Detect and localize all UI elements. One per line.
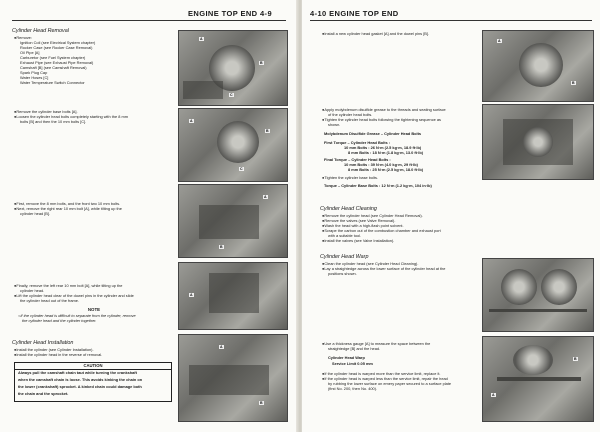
step-text: ●Install the cylinder head in the reverse of removal. — [14, 352, 103, 357]
step-text: ●Tighten the cylinder head bolts following the tightening sequence as — [322, 117, 442, 122]
torque-line: 8 mm Bolts : 25 N·m (2.5 kg·m, 18.0 ft·lb) — [348, 167, 424, 172]
cylinder-head-removal-heading: Cylinder Head Removal — [12, 28, 69, 34]
callout-label: B — [260, 401, 263, 405]
step-text: the cylinder head out of the frame. — [20, 298, 80, 303]
left-page — [0, 0, 298, 432]
callout-label: B — [266, 129, 269, 133]
list-item: Water Hoses [C] — [20, 75, 49, 80]
callout-label: B — [574, 357, 577, 361]
step-text: positions shown. — [328, 271, 357, 276]
straightedge-diagram — [482, 258, 594, 332]
step-text: ●Lift the cylinder head clear of the dowel pins in the cylinder and slide — [14, 293, 134, 298]
callout-label: C — [230, 93, 233, 97]
grease-spec: Molybdenum Disulfide Grease – Cylinder Head Bolts — [324, 131, 422, 136]
caution-text: Always pull the camshaft chain taut while turning the crankshaft — [18, 370, 137, 375]
engine-part-graphic — [189, 365, 269, 395]
step-text: ●Tighten the cylinder base bolts. — [322, 175, 379, 180]
right-page-header: 4-10 ENGINE TOP END — [310, 9, 399, 18]
note-text: the cylinder head and the cylinder together. — [22, 318, 97, 323]
callout-label: A — [264, 195, 267, 199]
engine-photo-4 — [178, 262, 288, 330]
step-text: of the cylinder head bolts. — [328, 112, 373, 117]
list-item: Spark Plug Cap — [20, 70, 48, 75]
step-text: straightedge [B] and the head. — [328, 346, 381, 351]
left-header-rule — [12, 20, 286, 21]
callout-label: B — [220, 245, 223, 249]
callout-label: B — [260, 61, 263, 65]
service-limit: Service Limit 0.05 mm — [332, 361, 373, 366]
list-item: Camshaft [B] (see Camshaft Removal) — [20, 65, 87, 70]
step-text: ●Remove the cylinder base bolts [A]. — [14, 109, 78, 114]
callout-label: A — [190, 293, 193, 297]
list-item: Oil Pipe [A] — [20, 50, 40, 55]
straightedge-graphic — [489, 309, 587, 312]
list-item: Rocker Case (see Rocker Case Removal) — [20, 45, 93, 50]
straightedge-graphic — [497, 377, 581, 381]
step-text: ●Remove the valves (see Valve Removal). — [322, 218, 396, 223]
list-item: ●Remove: — [14, 35, 32, 40]
callout-label: C — [240, 167, 243, 171]
torque-line: First Torque – Cylinder Head Bolts : — [324, 140, 391, 145]
engine-part-graphic — [217, 121, 259, 163]
head-bolt-sequence-photo — [482, 104, 594, 180]
right-page — [302, 0, 600, 432]
left-page-header: ENGINE TOP END 4-9 — [188, 9, 273, 18]
step-text: ●If the cylinder head is warped more than the service limit, replace it. — [322, 371, 441, 376]
callout-label: B — [572, 81, 575, 85]
warp-spec-label: Cylinder Head Warp — [328, 355, 365, 360]
right-header-rule — [310, 20, 592, 21]
step-text: ●First, remove the 8 mm bolts, and the front two 10 mm bolts. — [14, 201, 121, 206]
torque-line: 10 mm Bolts : 26 N·m (2.5 kg·m, 18.9 ft·lb) — [344, 145, 422, 150]
step-text: ●Use a thickness gauge [A] to measure the space between the — [322, 341, 431, 346]
note-text: ○If the cylinder head is difficult to separate from the cylinder, remove — [18, 313, 136, 318]
step-text: by rubbing the lower surface on emery paper secured to a surface plate — [328, 381, 452, 386]
step-text: ●Remove the cylinder head (see Cylinder Head Removal). — [322, 213, 423, 218]
step-text: cylinder head. — [20, 288, 45, 293]
engine-part-graphic — [183, 81, 223, 99]
cylinder-head-installation-heading: Cylinder Head Installation — [12, 340, 74, 346]
step-text: ●Apply molybdenum disulfide grease to the threads and seating surface — [322, 107, 446, 112]
torque-line: 10 mm Bolts : 39 N·m (4.0 kg·m, 29 ft·lb) — [344, 162, 418, 167]
step-text: ●Wash the head with a high-flash point solvent. — [322, 223, 404, 228]
base-torque-spec: Torque – Cylinder Base Bolts : 12 N·m (1.2 kg·m, 104 in·lb) — [324, 183, 432, 188]
list-item: Carburetor (see Fuel System chapter) — [20, 55, 86, 60]
engine-part-graphic — [541, 269, 577, 305]
gasket-photo — [482, 30, 594, 102]
step-text: ●Install the valves (see Valve Installation). — [322, 238, 395, 243]
engine-part-graphic — [513, 345, 553, 375]
thickness-gauge-photo — [482, 336, 594, 422]
cylinder-head-cleaning-heading: Cylinder Head Cleaning — [320, 206, 377, 212]
callout-label: A — [200, 37, 203, 41]
caution-text: the chain and the sprocket. — [18, 391, 69, 396]
caution-text: when the camshaft chain is loose. This avoids kinking the chain on — [18, 377, 143, 382]
engine-photo-3 — [178, 184, 288, 258]
engine-part-graphic — [519, 43, 563, 87]
engine-part-graphic — [199, 205, 259, 239]
engine-part-graphic — [523, 127, 553, 157]
step-text: (first No. 200, then No. 400). — [328, 386, 378, 391]
engine-photo-5 — [178, 334, 288, 422]
step-text: ●Scrape the carbon out of the combustion chamber and exhaust port — [322, 228, 441, 233]
engine-photo-1 — [178, 30, 288, 106]
step-text: ●Loosen the cylinder head bolts completely starting with the 8 mm — [14, 114, 128, 119]
step-text: ●If the cylinder head is warped less than the service limit, repair the head — [322, 376, 448, 381]
caution-box — [14, 362, 172, 402]
step-text: ●Install the cylinder (see Cylinder Installation). — [14, 347, 94, 352]
note-heading: NOTE — [87, 307, 101, 312]
list-item: Water Temperature Switch Connector — [20, 80, 85, 85]
step-text: shown. — [328, 122, 341, 127]
cylinder-head-warp-heading: Cylinder Head Warp — [320, 254, 369, 260]
step-text: ●Lay a straightedge across the lower surface of the cylinder head at the — [322, 266, 446, 271]
step-text: cylinder head [B]. — [20, 211, 51, 216]
callout-label: A — [190, 119, 193, 123]
caution-text: the lower (crankshaft) sprocket. A kinked chain could damage both — [18, 384, 142, 389]
engine-part-graphic — [501, 269, 537, 305]
step-text: bolts [B] and then the 10 mm bolts [C]. — [20, 119, 87, 124]
caution-heading: CAUTION — [15, 363, 171, 370]
engine-part-graphic — [209, 273, 259, 313]
list-item: Exhaust Pipe (see Exhaust Pipe Removal) — [20, 60, 94, 65]
torque-line: 8 mm Bolts : 18 N·m (1.8 kg·m, 13.0 ft·lb) — [348, 150, 424, 155]
list-item: Ignition Coil (see Electrical System chapter) — [20, 40, 96, 45]
step-text: ●Finally, remove the left rear 10 mm bolt [A], while tilting up the — [14, 283, 123, 288]
engine-photo-2 — [178, 108, 288, 182]
callout-label: A — [220, 345, 223, 349]
step-text: ●Clean the cylinder head (see Cylinder Head Cleaning). — [322, 261, 419, 266]
callout-label: A — [498, 39, 501, 43]
step-text: ●Install a new cylinder head gasket [A] and the dowel pins [B]. — [322, 31, 430, 36]
step-text: ●Next, remove the right rear 10 mm bolt [A], while tilting up the — [14, 206, 122, 211]
torque-line: Final Torque – Cylinder Head Bolts : — [324, 157, 391, 162]
callout-label: A — [492, 393, 495, 397]
step-text: with a suitable tool. — [328, 233, 362, 238]
